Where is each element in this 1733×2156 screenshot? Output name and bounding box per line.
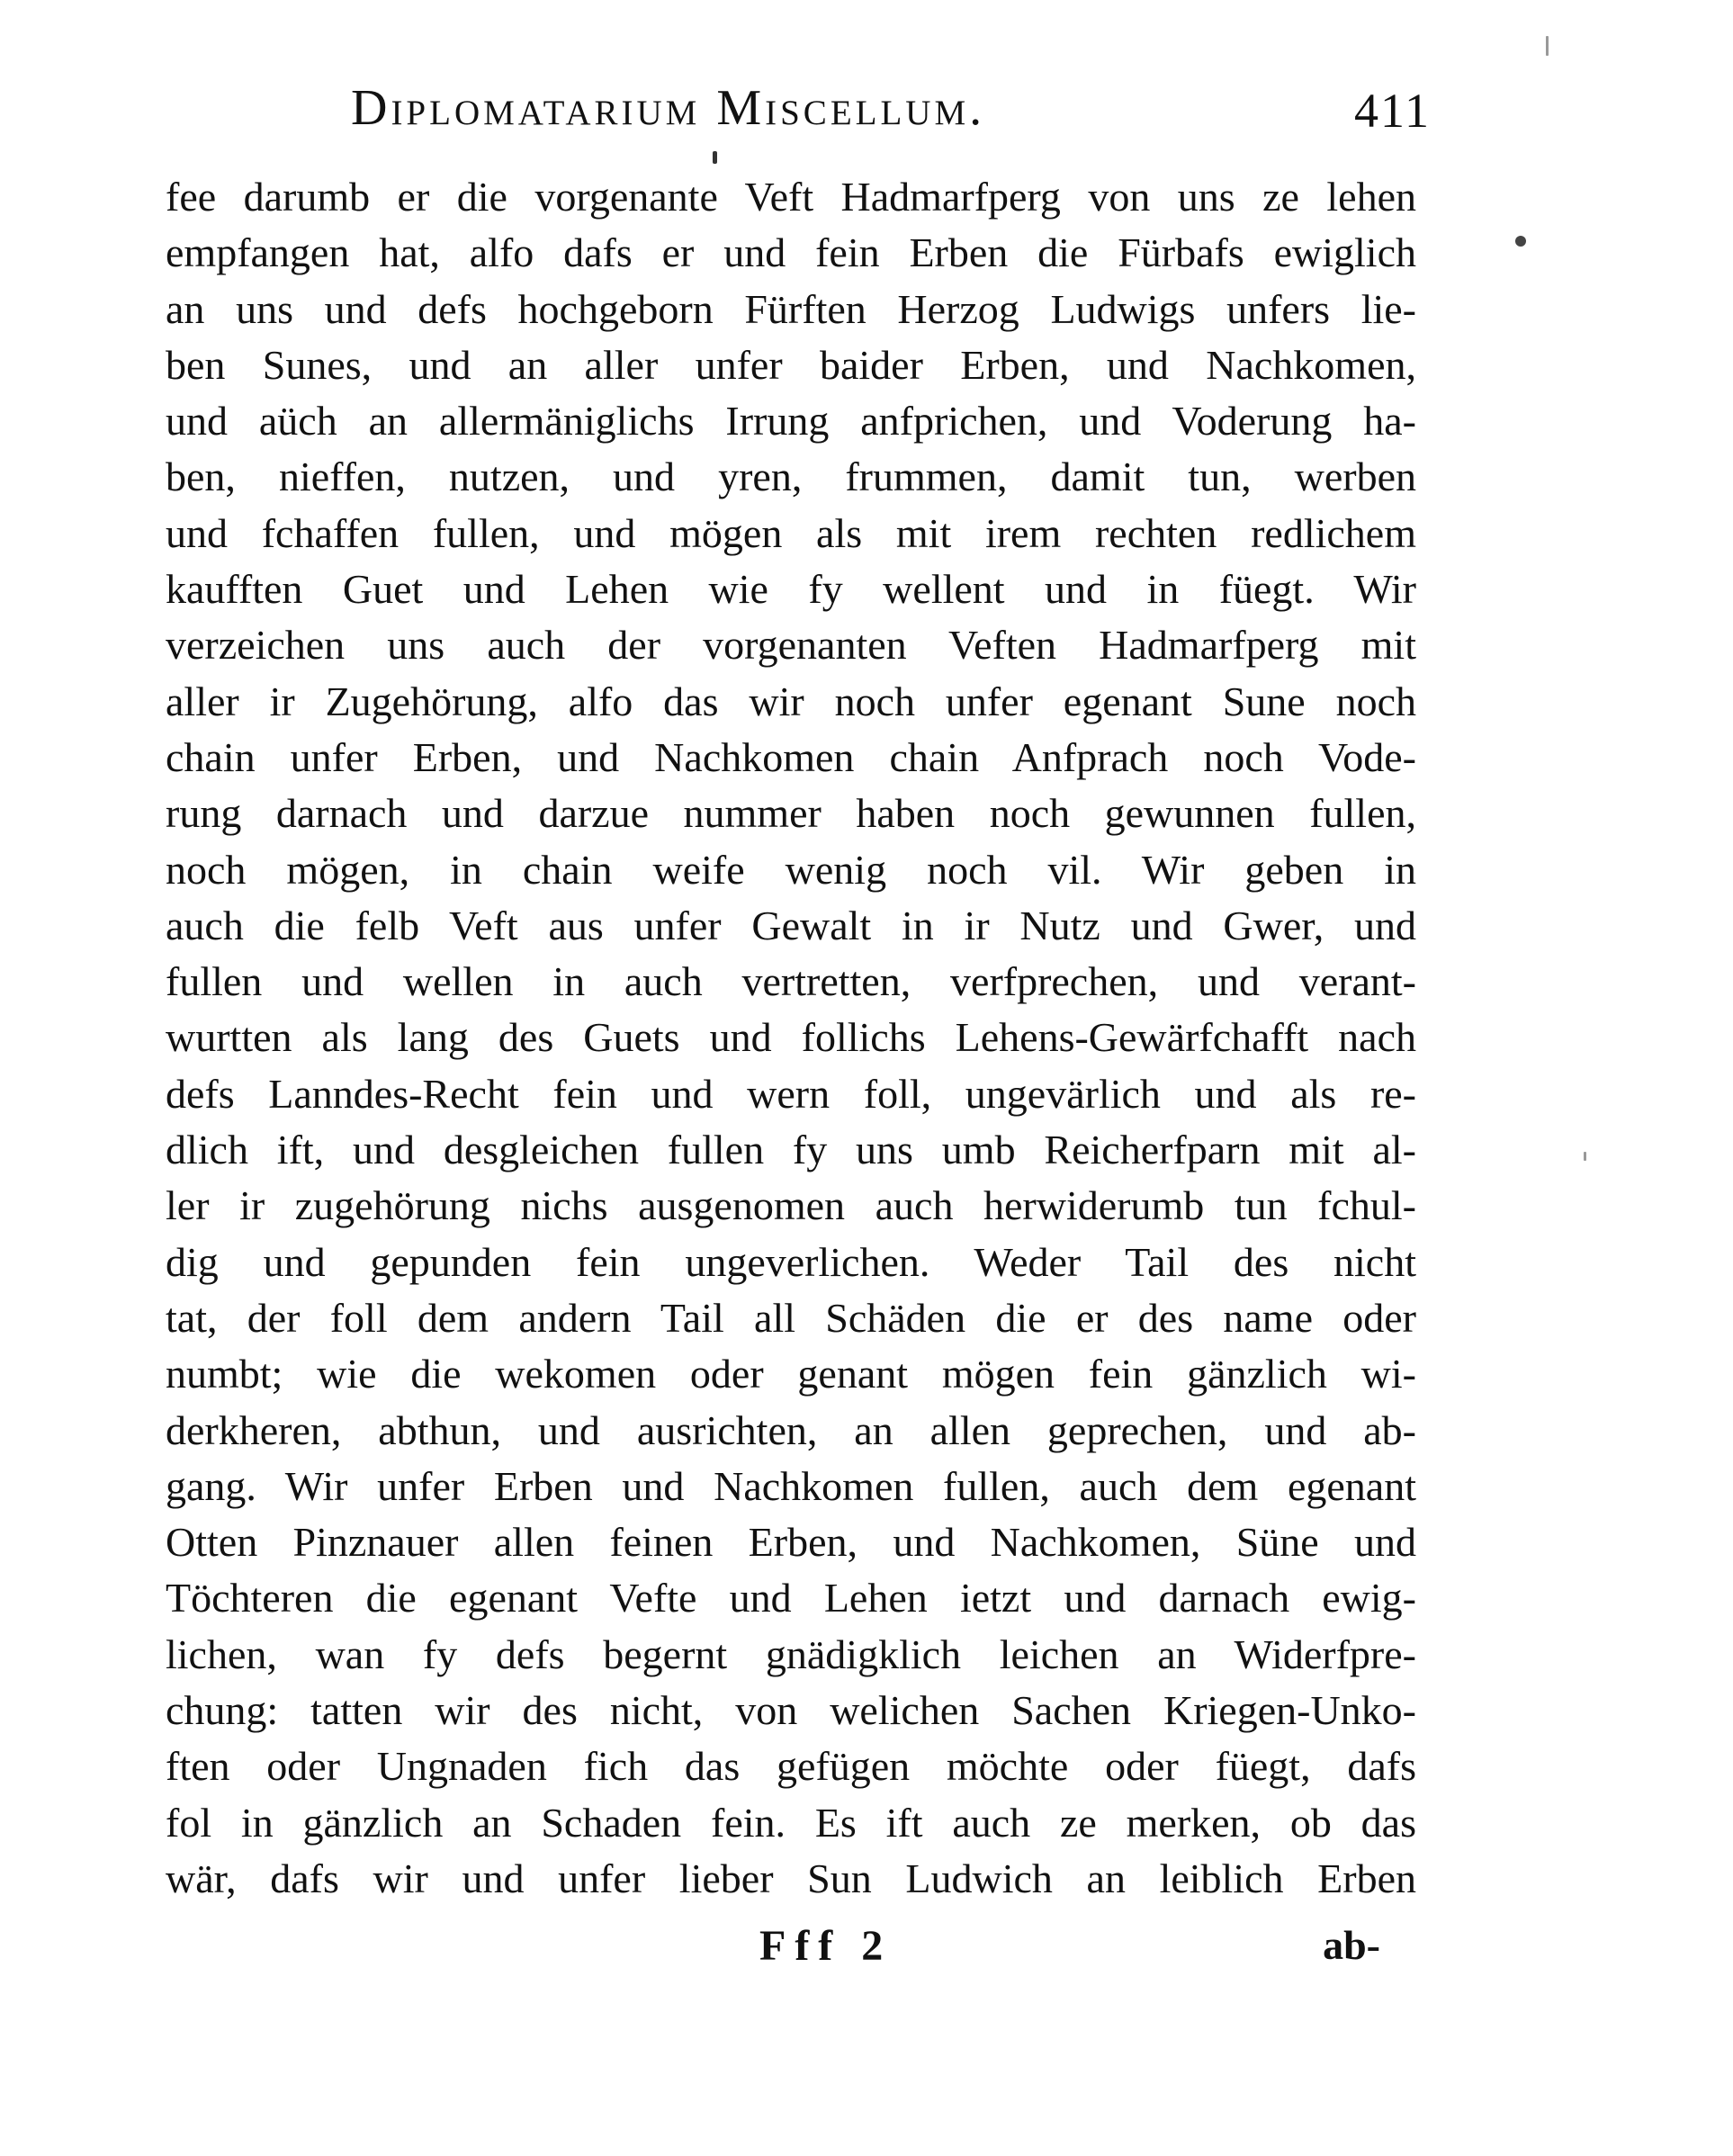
signature-mark: Fff 2 (759, 1922, 893, 1970)
text-line: fee darumb er die vorgenante Veft Hadmarfperg von uns ze lehen (166, 174, 1416, 220)
text-line: an uns und defs hochgeborn Fürften Herzog Ludwigs unfers lie- (166, 285, 1416, 332)
text-line: defs Lanndes-Recht fein und wern foll, ungevärlich und als re- (166, 1070, 1416, 1117)
text-line: aller ir Zugehörung, alfo das wir noch unfer egenant Sune noch (166, 678, 1416, 724)
text-line: fol in gänzlich an Schaden fein. Es ift auch ze merken, ob das (166, 1799, 1416, 1846)
running-title: Diplomatarium Miscellum. (351, 80, 986, 136)
text-line: kaufften Guet und Lehen wie fy wellent und in füegt. Wir (166, 566, 1416, 613)
page-footer (166, 1921, 1416, 1984)
text-line: und fchaffen fullen, und mögen als mit irem rechten redlichem (166, 509, 1416, 556)
ink-speck (713, 151, 717, 164)
text-line: Töchteren die egenant Vefte und Lehen ietzt und darnach ewig- (166, 1575, 1416, 1621)
text-line: chung: tatten wir des nicht, von welichen Sachen Kriegen-Unko- (166, 1687, 1416, 1734)
ink-speck (1546, 36, 1549, 56)
text-line: und aüch an allermäniglichs Irrung anfprichen, und Voderung ha- (166, 398, 1416, 445)
text-line: wär, dafs wir und unfer lieber Sun Ludwich an leiblich Erben (166, 1855, 1416, 1901)
text-line: wurtten als lang des Guets und follichs Lehens-Gewärfchafft nach (166, 1014, 1416, 1061)
page-number: 411 (1354, 84, 1431, 138)
text-line: derkheren, abthun, und ausrichten, an allen geprechen, und ab- (166, 1406, 1416, 1453)
text-line: ler ir zugehörung nichs ausgenomen auch herwiderumb tun fchul- (166, 1182, 1416, 1229)
ink-speck (1515, 236, 1526, 247)
text-line: auch die felb Veft aus unfer Gewalt in ir Nutz und Gwer, und (166, 902, 1416, 948)
text-line: empfangen hat, alfo dafs er und fein Erben die Fürbafs ewiglich (166, 229, 1416, 276)
text-line: Otten Pinznauer allen feinen Erben, und Nachkomen, Süne und (166, 1519, 1416, 1566)
text-line: rung darnach und darzue nummer haben noch gewunnen fullen, (166, 790, 1416, 837)
text-line: verzeichen uns auch der vorgenanten Veften Hadmarfperg mit (166, 622, 1416, 669)
text-line: ben Sunes, und an aller unfer baider Erben, und Nachkomen, (166, 341, 1416, 388)
text-line: fullen und wellen in auch vertretten, verfprechen, und verant- (166, 958, 1416, 1005)
text-line: dig und gepunden fein ungeverlichen. Weder Tail des nicht (166, 1238, 1416, 1285)
text-line: ben, nieffen, nutzen, und yren, frummen, damit tun, werben (166, 454, 1416, 500)
text-line: lichen, wan fy defs begernt gnädigklich leichen an Widerfpre- (166, 1630, 1416, 1677)
catchword: ab- (1323, 1922, 1380, 1968)
ink-speck (1584, 1152, 1586, 1161)
text-line: gang. Wir unfer Erben und Nachkomen fullen, auch dem egenant (166, 1462, 1416, 1509)
text-line: ften oder Ungnaden fich das gefügen möchte oder füegt, dafs (166, 1743, 1416, 1790)
text-line: numbt; wie die wekomen oder genant mögen fein gänzlich wi- (166, 1351, 1416, 1397)
text-line: tat, der foll dem andern Tail all Schäden die er des name oder (166, 1294, 1416, 1341)
text-line: dlich ift, und desgleichen fullen fy uns umb Reicherfparn mit al- (166, 1127, 1416, 1173)
text-line: noch mögen, in chain weife wenig noch vil. Wir geben in (166, 846, 1416, 893)
body-text (166, 169, 1416, 1907)
text-line: chain unfer Erben, und Nachkomen chain Anfprach noch Vode- (166, 733, 1416, 780)
running-head (351, 79, 1431, 151)
